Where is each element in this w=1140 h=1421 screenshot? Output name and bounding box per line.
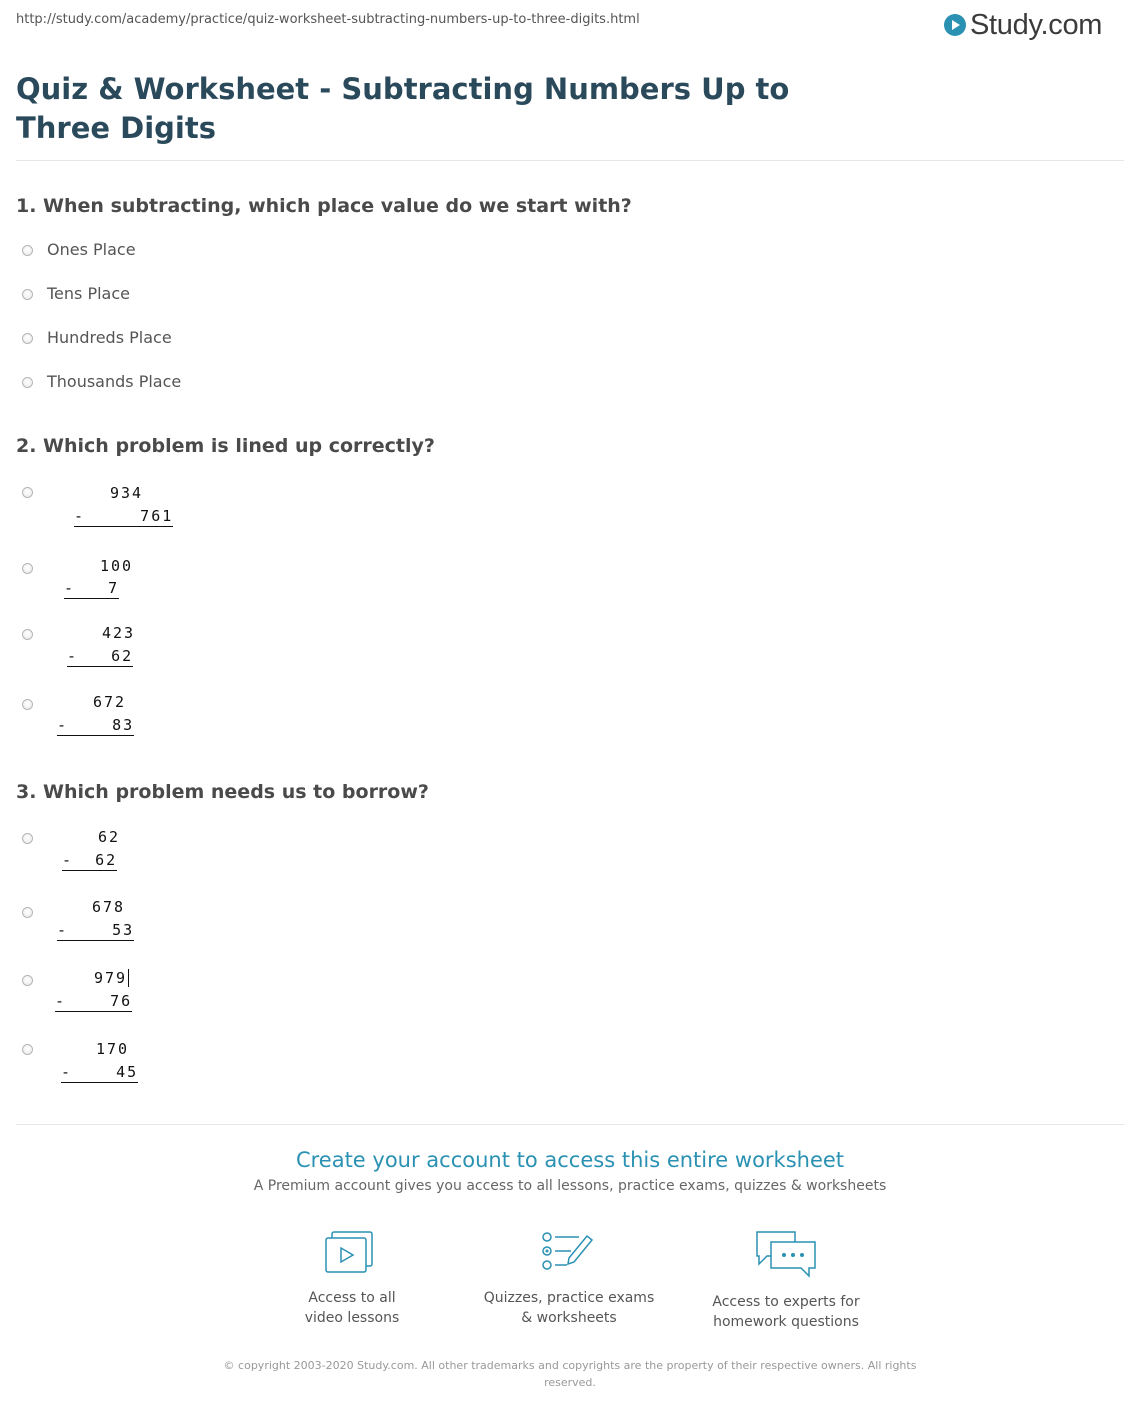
quiz-list-icon [539,1228,599,1276]
chat-bubbles-icon [753,1228,819,1280]
subtrahend: - 45 [61,1063,139,1081]
radio-button[interactable] [22,245,33,256]
play-logo-icon [944,14,966,36]
study-logo[interactable] [944,8,1102,42]
radio-button[interactable] [22,289,33,300]
q1-option-3[interactable] [22,328,172,347]
minuend: 934 [110,484,144,502]
radio-button[interactable] [22,629,33,640]
question-3: 3. Which problem needs us to borrow? [16,781,429,803]
option-label: Tens Place [47,284,130,303]
minuend: 672 [93,693,127,711]
minuend: 423 [102,624,136,642]
radio-button[interactable] [22,907,33,918]
subtrahend: - 62 [67,647,134,665]
q1-option-4[interactable] [22,372,181,391]
minuend: 100 [100,557,134,575]
q3-option-2[interactable] [22,902,33,918]
q2-option-1[interactable] [22,482,33,498]
option-label: Ones Place [47,240,136,259]
radio-button[interactable] [22,833,33,844]
subtrahend: - 76 [55,992,133,1010]
minuend: 979 [94,969,128,987]
q1-option-1[interactable] [22,240,136,259]
logo-text: Study.com [970,8,1103,41]
feature-quizzes [469,1228,669,1328]
feature-text-line1: Access to all [308,1290,396,1306]
option-label: Thousands Place [47,372,182,391]
q1-option-2[interactable] [22,284,130,303]
q2-option-4[interactable] [22,694,33,710]
q3-option-3[interactable] [22,970,33,986]
video-lessons-icon [322,1228,382,1276]
feature-text-line2: homework questions [713,1314,859,1330]
feature-experts [686,1228,886,1332]
feature-text-line2: & worksheets [521,1310,617,1326]
footer-copyright [200,1357,940,1391]
footer-line-2: reserved. [544,1376,596,1389]
radio-button[interactable] [22,563,33,574]
radio-button[interactable] [22,333,33,344]
q2-option-3[interactable] [22,624,33,640]
subtrahend: - 761 [74,507,174,525]
question-2: 2. Which problem is lined up correctly? [16,435,435,457]
divider [16,160,1124,161]
minuend: 678 [92,898,126,916]
minuend: 170 [96,1040,130,1058]
divider [16,1124,1124,1125]
q3-option-4[interactable] [22,1039,33,1055]
page-title: Quiz & Worksheet - Subtracting Numbers Up to Three Digits [16,72,790,145]
minuend: 62 [98,828,121,846]
question-1: 1. When subtracting, which place value do we start with? [16,195,632,217]
feature-text-line2: video lessons [304,1310,400,1326]
footer-line-1: © copyright 2003-2020 Study.com. All other trademarks and copyrights are the property of their respective owners. All rights [223,1359,917,1372]
option-label: Hundreds Place [47,328,172,347]
page-url: http://study.com/academy/practice/quiz-worksheet-subtracting-numbers-up-to-three-digits.html [16,12,640,27]
radio-button[interactable] [22,699,33,710]
cta-subtitle: A Premium account gives you access to all lessons, practice exams, quizzes & worksheets [253,1178,887,1194]
q2-option-2[interactable] [22,558,33,574]
feature-video-lessons [252,1228,452,1328]
radio-button[interactable] [22,377,33,388]
subtrahend: - 62 [62,851,118,869]
subtrahend: - 7 [64,579,120,597]
radio-button[interactable] [22,487,33,498]
feature-text-line1: Quizzes, practice exams [483,1290,655,1306]
cta-title[interactable]: Create your account to access this entire worksheet [295,1148,845,1172]
subtrahend: - 83 [57,716,135,734]
radio-button[interactable] [22,975,33,986]
feature-text-line1: Access to experts for [712,1294,860,1310]
subtrahend: - 53 [57,921,135,939]
radio-button[interactable] [22,1044,33,1055]
q3-option-1[interactable] [22,828,33,844]
